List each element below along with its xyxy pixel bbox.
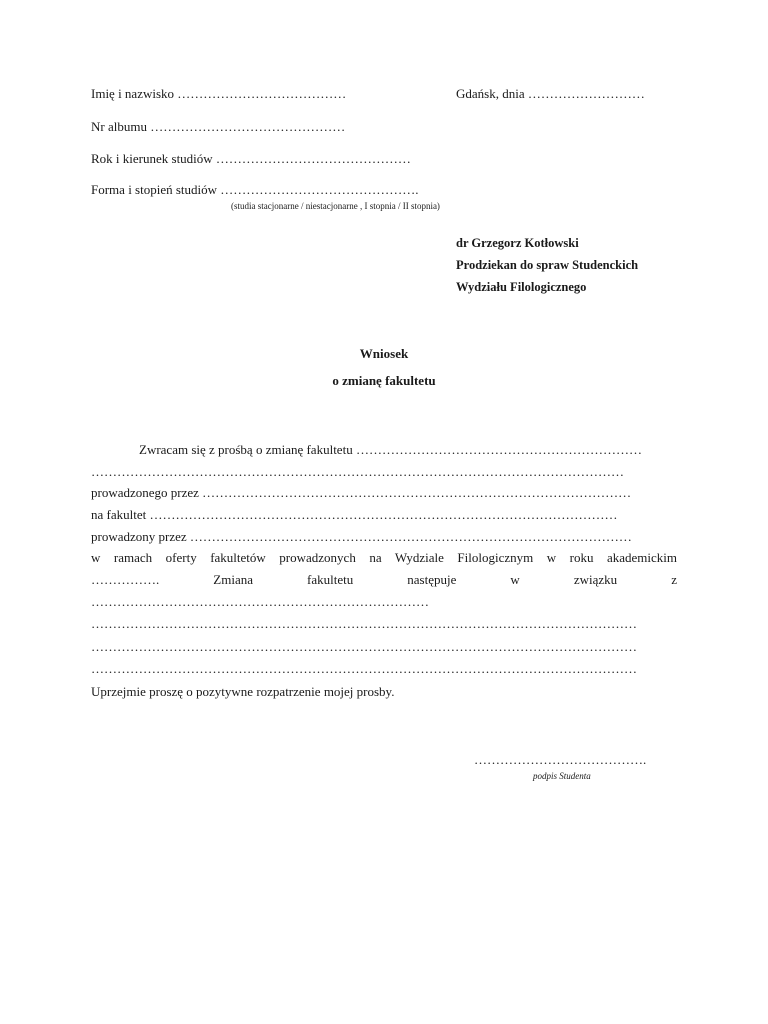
request-line-4: na fakultet ……………………………………………………………………………………………… [91,507,618,522]
document-subtitle: o zmianę fakultetu [332,373,436,388]
request-line-8: …………………………………………………………………… [91,594,429,609]
addressee-faculty: Wydziału Filologicznego [456,280,587,294]
name-field-line: Imię i nazwisko ………………………………… [91,86,347,101]
study-form-hint: (studia stacjonarne / niestacjonarne , I stopnia / II stopnia) [231,201,440,211]
signature-label: podpis Studenta [533,771,591,781]
addressee-position: Prodziekan do spraw Studenckich [456,258,639,272]
signature-line: …………………………………. [474,752,647,767]
request-line-1: Zwracam się z prośbą o zmianę fakultetu ………………………………………………………… [139,442,642,457]
request-line-10: ……………………………………………………………………………………………………………… [91,639,637,654]
request-line-6: w ramach oferty fakultetów prowadzonych na Wydziale Filologicznym w roku akademickim [91,550,677,565]
study-form-line: Forma i stopień studiów ………………………………………. [91,182,419,197]
study-year-field-line: Rok i kierunek studiów ……………………………………… [91,151,411,166]
request-line-2: …………………………………………………………………………………………………………… [91,464,624,479]
closing-sentence: Uprzejmie proszę o pozytywne rozpatrzenie mojej prosby. [91,684,395,699]
document-title: Wniosek [359,346,409,361]
request-line-5: prowadzony przez ………………………………………………………………………………………… [91,529,632,544]
request-line-3: prowadzonego przez ……………………………………………………………………………………… [91,485,632,500]
album-number-line: Nr albumu ……………………………………… [91,119,346,134]
addressee-name: dr Grzegorz Kotłowski [456,236,579,250]
request-line-7: ……………. Zmiana fakultetu następuje w związku z [91,572,677,587]
request-line-11: ……………………………………………………………………………………………………………… [91,661,637,676]
request-line-9: ……………………………………………………………………………………………………………… [91,616,637,631]
place-date-line: Gdańsk, dnia ……………………… [456,86,645,101]
